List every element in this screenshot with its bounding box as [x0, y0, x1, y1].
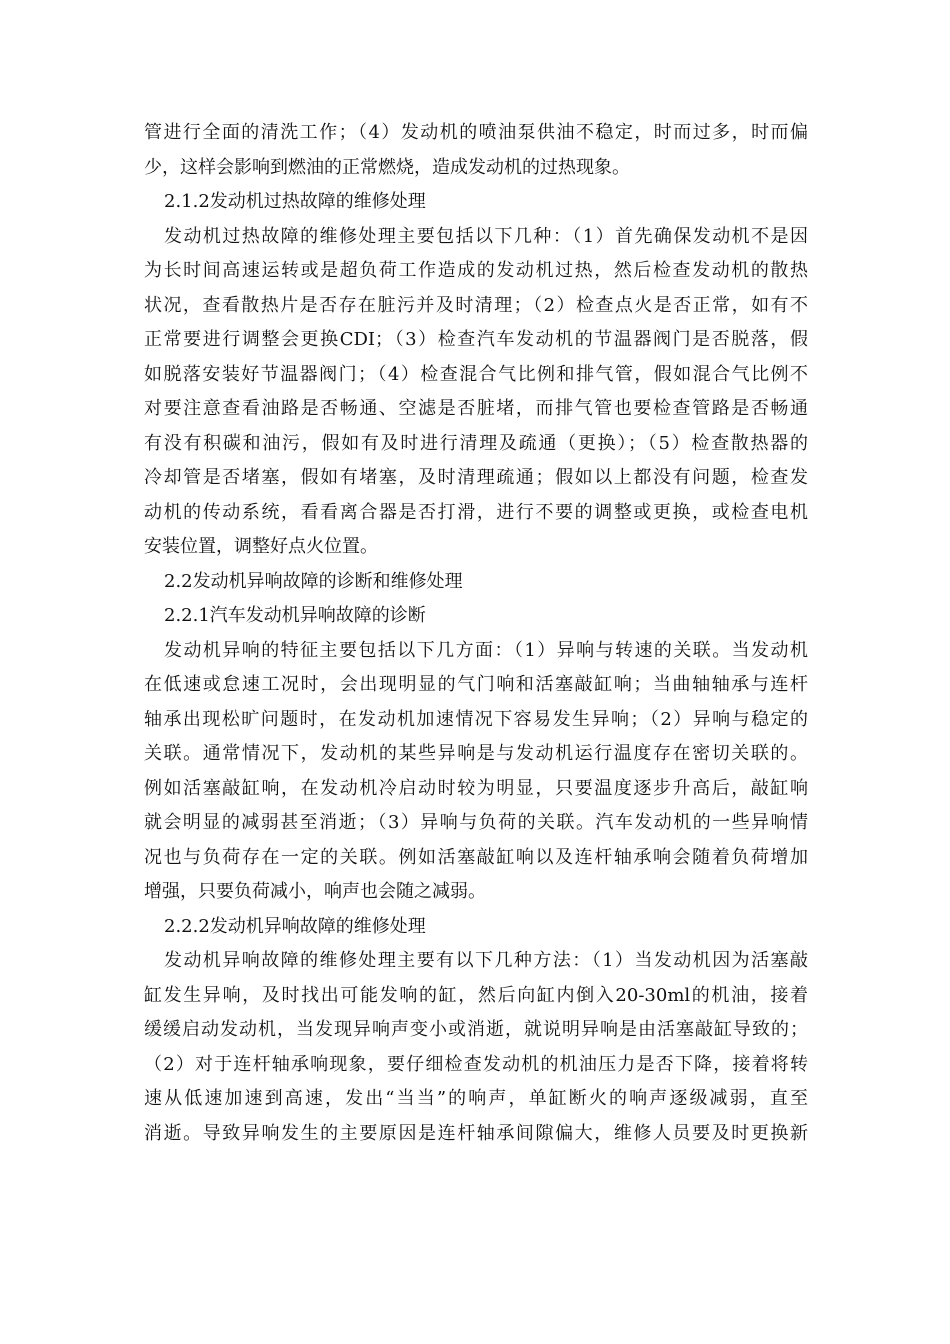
text-line: 就会明显的减弱甚至消逝；（3）异响与负荷的关联。汽车发动机的一些异响情 [144, 812, 808, 833]
text-line: 如脱落安装好节温器阀门；（4）检查混合气比例和排气管，假如混合气比例不 [144, 363, 808, 385]
text-line: 缸发生异响，及时找出可能发响的缸，然后向缸内倒入20-30ml的机油，接着 [144, 984, 808, 1006]
text-line: 缓缓启动发动机，当发现异响声变小或消逝，就说明异响是由活塞敲缸导致的； [144, 1019, 808, 1040]
text-line: 速从低速加速到高速，发出“当当”的响声，单缸断火的响声逐级减弱，直至 [144, 1088, 808, 1109]
document-page [144, 116, 808, 1151]
text-line: 正常要进行调整会更换CDI；（3）检查汽车发动机的节温器阀门是否脱落，假 [144, 329, 808, 350]
section-heading: 2.1.2发动机过热故障的维修处理 [164, 191, 426, 212]
text-line: 有没有积碳和油污，假如有及时进行清理及疏通（更换）；（5）检查散热器的 [144, 432, 808, 454]
paragraph-first-line: 发动机异响故障的维修处理主要有以下几种方法：（1）当发动机因为活塞敲 [164, 950, 808, 971]
text-line: 在低速或怠速工况时，会出现明显的气门响和活塞敲缸响；当曲轴轴承与连杆 [144, 674, 808, 695]
text-line: （2）对于连杆轴承响现象，要仔细检查发动机的机油压力是否下降，接着将转 [144, 1053, 808, 1075]
text-line: 例如活塞敲缸响，在发动机冷启动时较为明显，只要温度逐步升高后，敲缸响 [144, 777, 808, 799]
text-line: 状况，查看散热片是否存在脏污并及时清理；（2）检查点火是否正常，如有不 [144, 294, 808, 316]
text-line: 关联。通常情况下，发动机的某些异响是与发动机运行温度存在密切关联的。 [144, 743, 808, 764]
text-line: 况也与负荷存在一定的关联。例如活塞敲缸响以及连杆轴承响会随着负荷增加 [144, 846, 808, 868]
paragraph-first-line: 发动机过热故障的维修处理主要包括以下几种：（1）首先确保发动机不是因 [164, 225, 808, 247]
text-line: 增强，只要负荷减小，响声也会随之减弱。 [144, 881, 486, 902]
text-line: 轴承出现松旷问题时，在发动机加速情况下容易发生异响；（2）异响与稳定的 [144, 708, 808, 730]
section-heading: 2.2发动机异响故障的诊断和维修处理 [164, 570, 463, 592]
text-line: 消逝。导致异响发生的主要原因是连杆轴承间隙偏大，维修人员要及时更换新 [144, 1122, 808, 1144]
section-heading: 2.2.1汽车发动机异响故障的诊断 [164, 605, 426, 626]
text-line: 动机的传动系统，看看离合器是否打滑，进行不要的调整或更换，或检查电机 [144, 501, 808, 523]
section-heading: 2.2.2发动机异响故障的维修处理 [164, 915, 426, 937]
text-line: 安装位置，调整好点火位置。 [144, 536, 378, 557]
text-line: 少，这样会影响到燃油的正常燃烧，造成发动机的过热现象。 [144, 156, 630, 178]
text-line: 为长时间高速运转或是超负荷工作造成的发动机过热，然后检查发动机的散热 [144, 260, 808, 281]
text-line: 冷却管是否堵塞，假如有堵塞，及时清理疏通；假如以上都没有问题，检查发 [144, 467, 808, 488]
paragraph-first-line: 发动机异响的特征主要包括以下几方面：（1）异响与转速的关联。当发动机 [164, 639, 808, 661]
text-line: 管进行全面的清洗工作；（4）发动机的喷油泵供油不稳定，时而过多，时而偏 [144, 122, 808, 143]
text-line: 对要注意查看油路是否畅通、空滤是否脏堵，而排气管也要检查管路是否畅通 [144, 398, 808, 419]
